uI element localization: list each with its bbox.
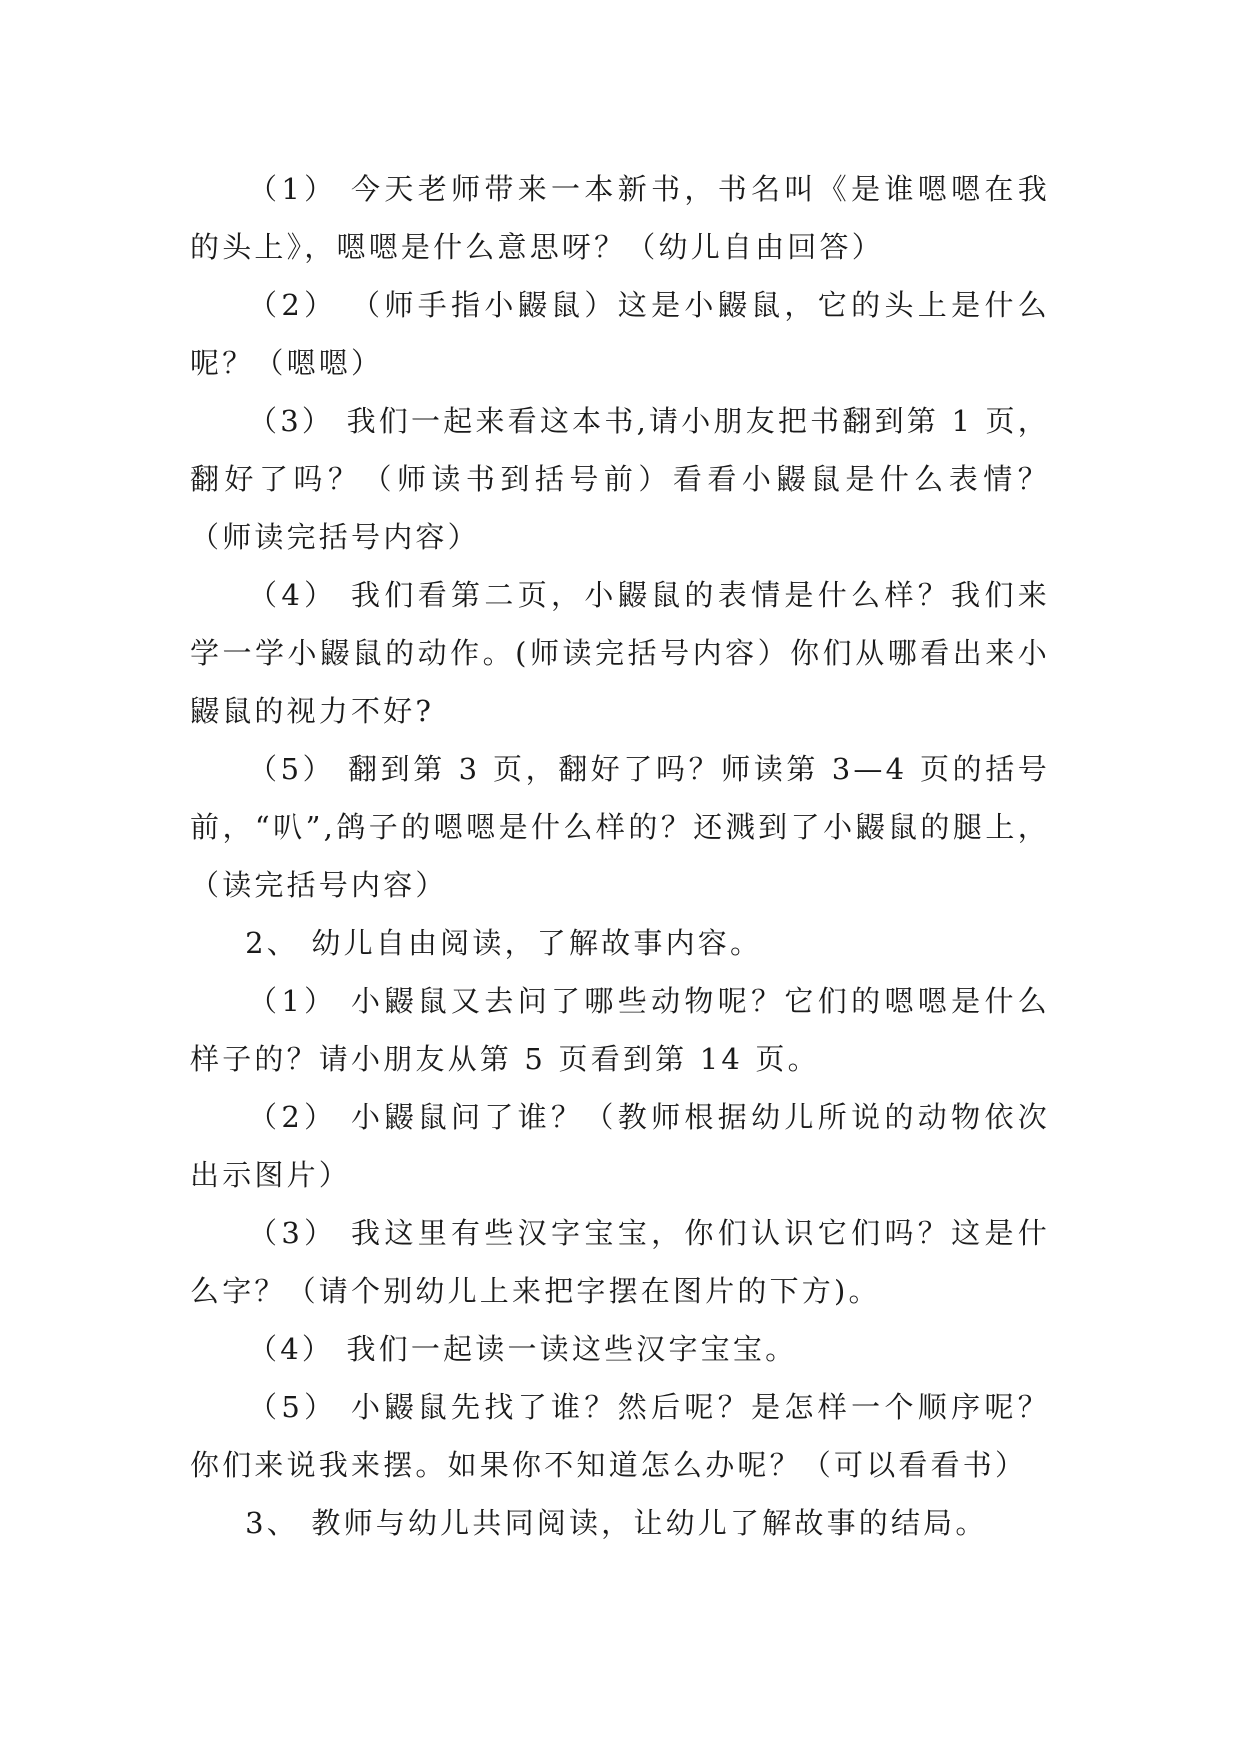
paragraph-q1: （1） 今天老师带来一本新书，书名叫《是谁嗯嗯在我的头上》，嗯嗯是什么意思呀？（幼儿自由回答） bbox=[190, 172, 1050, 264]
paragraph-s2q3: （3） 我这里有些汉字宝宝，你们认识它们吗？这是什么字？（请个别幼儿上来把字摆在图片的下方)。 bbox=[190, 1216, 1050, 1308]
paragraph-s2q2: （2） 小鼹鼠问了谁？（教师根据幼儿所说的动物依次出示图片） bbox=[190, 1100, 1050, 1192]
paragraph-s2q5: （5） 小鼹鼠先找了谁？然后呢？是怎样一个顺序呢？你们来说我来摆。如果你不知道怎么办呢？（可以看看书） bbox=[190, 1390, 1050, 1482]
paragraph-s2q4: （4） 我们一起读一读这些汉字宝宝。 bbox=[248, 1332, 798, 1366]
paragraph-q5: （5） 翻到第 3 页，翻好了吗？师读第 3—4 页的括号前，“叭”,鸽子的嗯嗯是什么样的？还溅到了小鼹鼠的腿上，（读完括号内容） bbox=[190, 752, 1050, 902]
document-body bbox=[190, 160, 1050, 1552]
paragraph-q2: （2） （师手指小鼹鼠）这是小鼹鼠，它的头上是什么呢？（嗯嗯） bbox=[190, 288, 1050, 380]
section-heading-2: 2、 幼儿自由阅读，了解故事内容。 bbox=[245, 926, 763, 960]
paragraph-q4: （4） 我们看第二页，小鼹鼠的表情是什么样？我们来学一学小鼹鼠的动作。(师读完括号内容）你们从哪看出来小鼹鼠的视力不好? bbox=[190, 578, 1050, 728]
section-heading-3: 3、 教师与幼儿共同阅读，让幼儿了解故事的结局。 bbox=[245, 1506, 988, 1540]
paragraph-s2q1: （1） 小鼹鼠又去问了哪些动物呢？它们的嗯嗯是什么样子的？请小朋友从第 5 页看到第 14 页。 bbox=[190, 984, 1050, 1076]
paragraph-q3: （3） 我们一起来看这本书,请小朋友把书翻到第 1 页，翻好了吗？（师读书到括号前）看看小鼹鼠是什么表情？（师读完括号内容） bbox=[190, 404, 1050, 554]
